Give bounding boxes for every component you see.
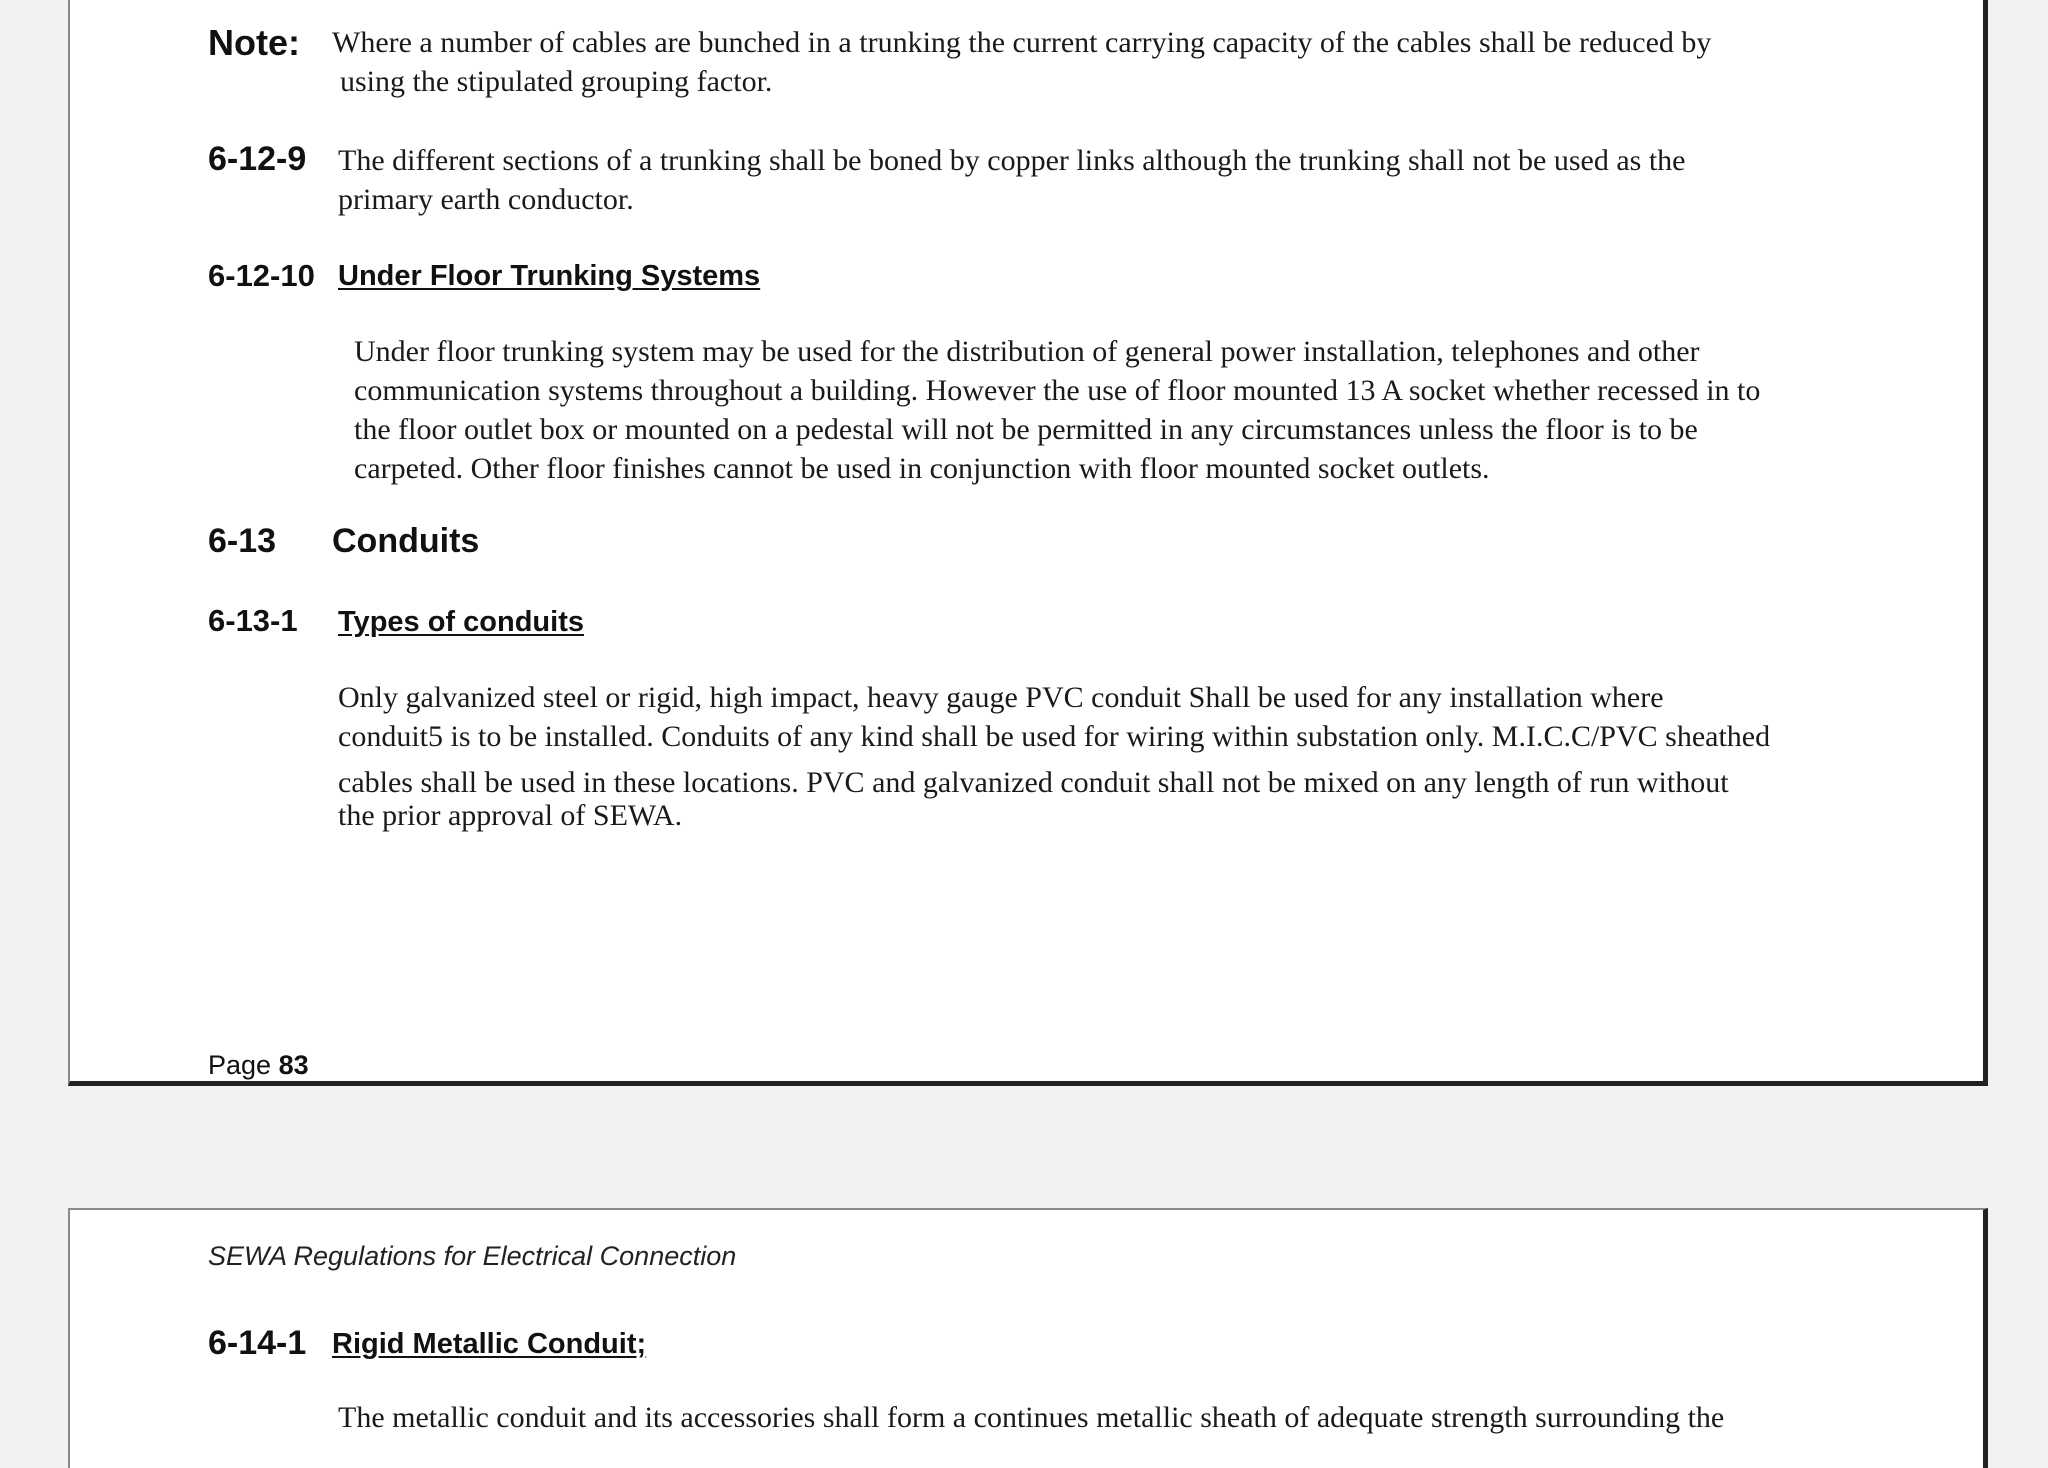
section-number-6-12-10: 6-12-10 (208, 258, 315, 293)
section-6-14-1-title: Rigid Metallic Conduit; (332, 1328, 647, 1360)
section-6-13-1-text-line-4: the prior approval of SEWA. (338, 799, 683, 832)
section-number-6-13: 6-13 (208, 522, 277, 560)
section-6-12-10-text-line-2: communication systems throughout a building. However the use of floor mounted 13 A socket whether recessed in to (354, 374, 1761, 407)
section-6-13-title: Conduits (332, 522, 480, 560)
section-6-12-10-text-line-4: carpeted. Other floor finishes cannot be used in conjunction with floor mounted socket outlets. (354, 452, 1490, 485)
section-6-13-1-text-line-1: Only galvanized steel or rigid, high impact, heavy gauge PVC conduit Shall be used for any installation where (338, 681, 1664, 714)
page-footer-label: Page (208, 1050, 272, 1080)
note-text-line-1: Where a number of cables are bunched in a trunking the current carrying capacity of the cables shall be reduced by (332, 26, 1712, 59)
note-label: Note: (208, 22, 300, 63)
section-number-6-12-9: 6-12-9 (208, 140, 307, 178)
document-page-83 (68, 0, 1988, 1086)
section-6-12-9-text-line-2: primary earth conductor. (338, 183, 634, 216)
section-6-12-10-title: Under Floor Trunking Systems (338, 260, 761, 292)
page-number: 83 (278, 1050, 309, 1080)
section-6-13-1-text-line-2: conduit5 is to be installed. Conduits of any kind shall be used for wiring within substation only. M.I.C.C/PVC sheathed (338, 720, 1771, 753)
section-6-12-10-text-line-1: Under floor trunking system may be used for the distribution of general power installation, telephones and other (354, 335, 1700, 368)
section-6-13-1-text-line-3: cables shall be used in these locations. PVC and galvanized conduit shall not be mixed on any length of run without (338, 766, 1729, 799)
document-page-next (68, 1208, 1988, 1468)
section-6-14-1-text-line-1: The metallic conduit and its accessories shall form a continues metallic sheath of adequate strength surrounding the (338, 1401, 1725, 1434)
section-6-12-9-text-line-1: The different sections of a trunking shall be boned by copper links although the trunking shall not be used as the (338, 144, 1686, 177)
section-6-12-10-text-line-3: the floor outlet box or mounted on a pedestal will not be permitted in any circumstances unless the floor is to be (354, 413, 1698, 446)
section-number-6-13-1: 6-13-1 (208, 603, 298, 638)
section-6-13-1-title: Types of conduits (338, 606, 584, 638)
note-text-line-2: using the stipulated grouping factor. (340, 65, 773, 98)
section-number-6-14-1: 6-14-1 (208, 1324, 307, 1362)
running-header: SEWA Regulations for Electrical Connection (208, 1241, 737, 1271)
page-footer (208, 1050, 309, 1081)
